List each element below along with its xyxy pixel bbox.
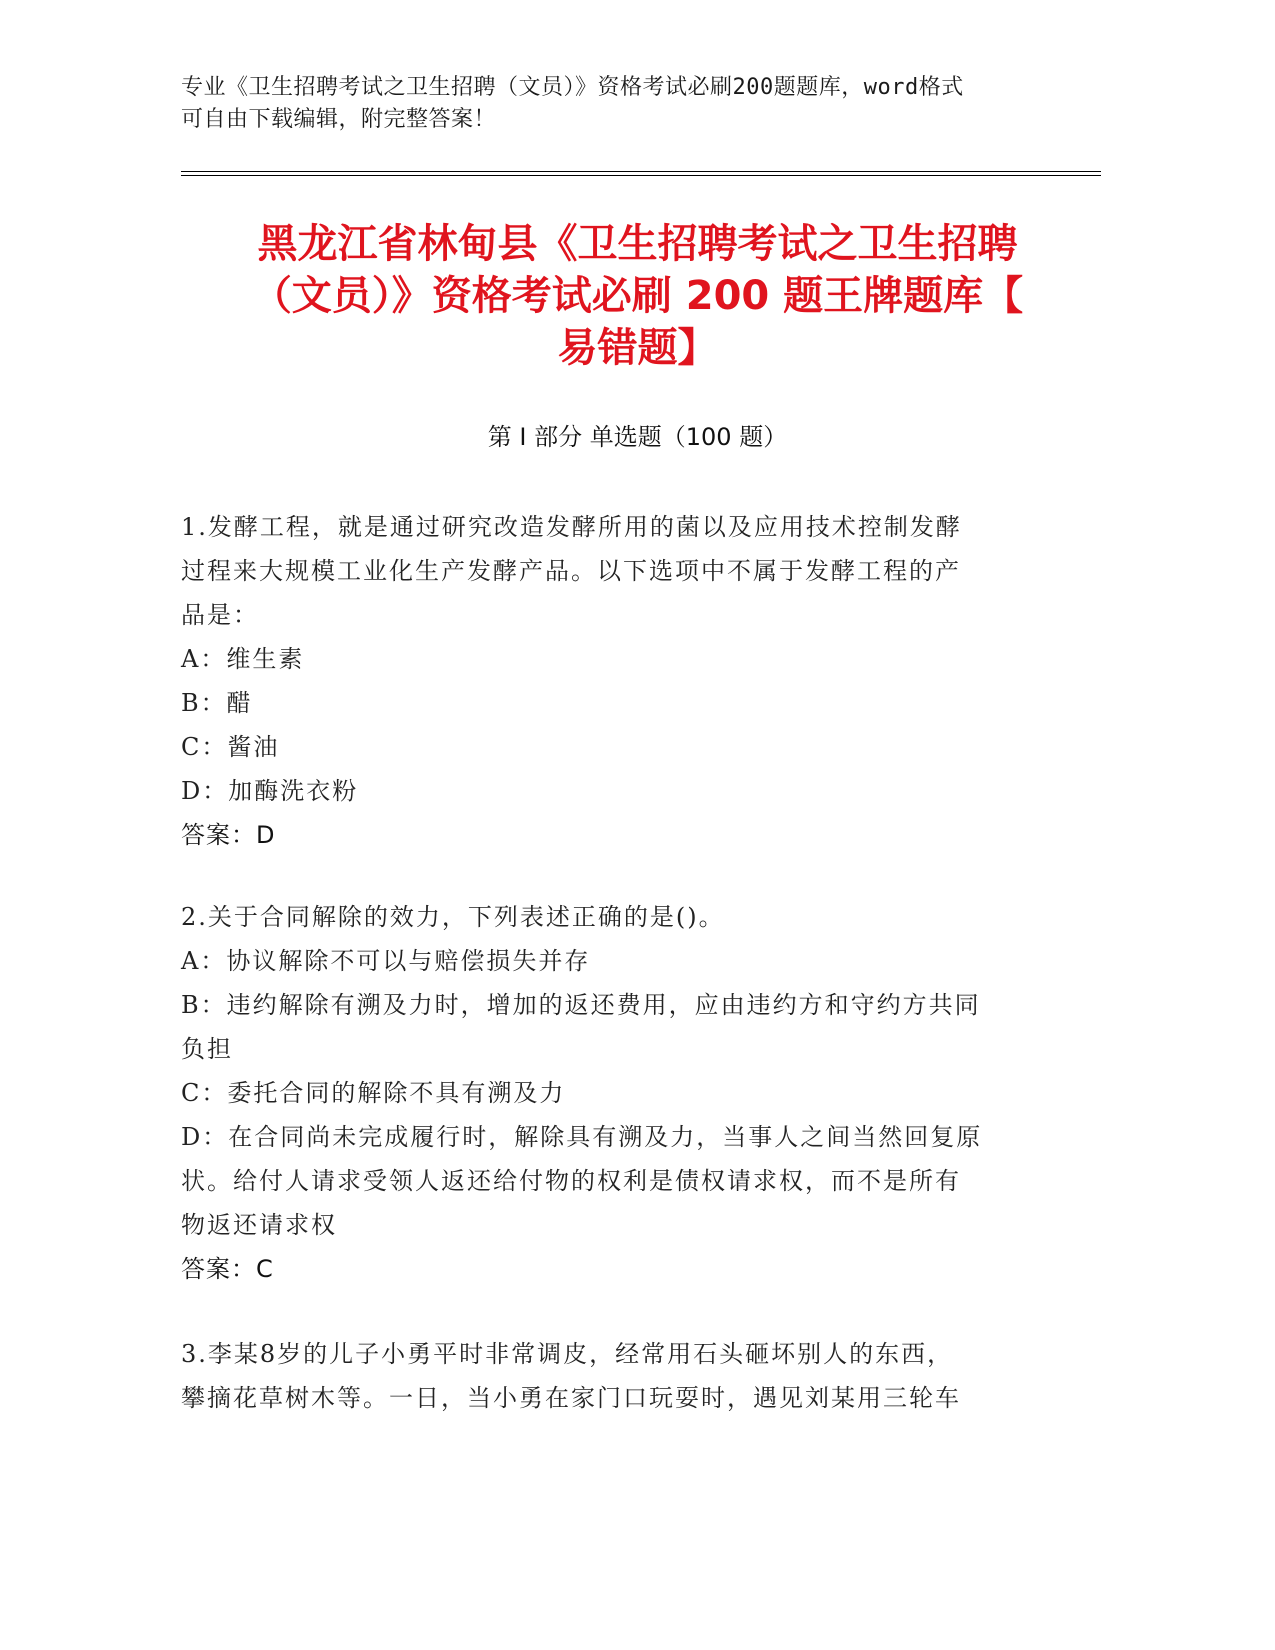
option-b: B：醋 [181, 689, 253, 717]
document-title-line: 易错题】 [557, 325, 718, 371]
option-b-continued: 负担 [181, 1035, 233, 1063]
answer-line: 答案：D [181, 821, 276, 849]
header-note-line: 可自由下载编辑，附完整答案！ [181, 107, 497, 132]
question-stem-line: 1.发酵工程，就是通过研究改造发酵所用的菌以及应用技术控制发酵 [181, 513, 962, 541]
header-note-line: 专业《卫生招聘考试之卫生招聘（文员）》资格考试必刷200题题库，word格式 [181, 75, 964, 100]
document-title-line: （文员）》资格考试必刷 200 题王牌题库【 [251, 273, 1024, 319]
question-stem-line: 2.关于合同解除的效力，下列表述正确的是()。 [181, 903, 725, 931]
document-title-line: 黑龙江省林甸县《卫生招聘考试之卫生招聘 [257, 221, 1018, 267]
option-b: B：违约解除有溯及力时，增加的返还费用，应由违约方和守约方共同 [181, 991, 981, 1019]
header-divider [181, 175, 1101, 176]
question-1 [181, 505, 1061, 857]
option-c: C：委托合同的解除不具有溯及力 [181, 1079, 566, 1107]
header-note [181, 72, 1041, 136]
question-stem-line: 攀摘花草树木等。一日，当小勇在家门口玩耍时，遇见刘某用三轮车 [181, 1384, 961, 1412]
section-heading: 第 I 部分 单选题（100 题） [487, 423, 788, 451]
question-3 [181, 1332, 1061, 1420]
question-stem-line: 3.李某8岁的儿子小勇平时非常调皮，经常用石头砸坏别人的东西， [181, 1340, 954, 1368]
header-divider [181, 171, 1101, 172]
question-2 [181, 895, 1061, 1291]
option-d: D：在合同尚未完成履行时，解除具有溯及力，当事人之间当然回复原 [181, 1123, 983, 1151]
option-a: A：协议解除不可以与赔偿损失并存 [181, 947, 591, 975]
option-d-continued: 状。给付人请求受领人返还给付物的权利是债权请求权，而不是所有 [181, 1167, 961, 1195]
option-d-continued: 物返还请求权 [181, 1211, 337, 1239]
option-d: D：加酶洗衣粉 [181, 777, 359, 805]
option-c: C：酱油 [181, 733, 280, 761]
question-stem-line: 过程来大规模工业化生产发酵产品。以下选项中不属于发酵工程的产 [181, 557, 961, 585]
question-stem-line: 品是： [181, 601, 259, 629]
option-a: A：维生素 [181, 645, 305, 673]
document-title [150, 218, 1125, 374]
answer-line: 答案：C [181, 1255, 274, 1283]
